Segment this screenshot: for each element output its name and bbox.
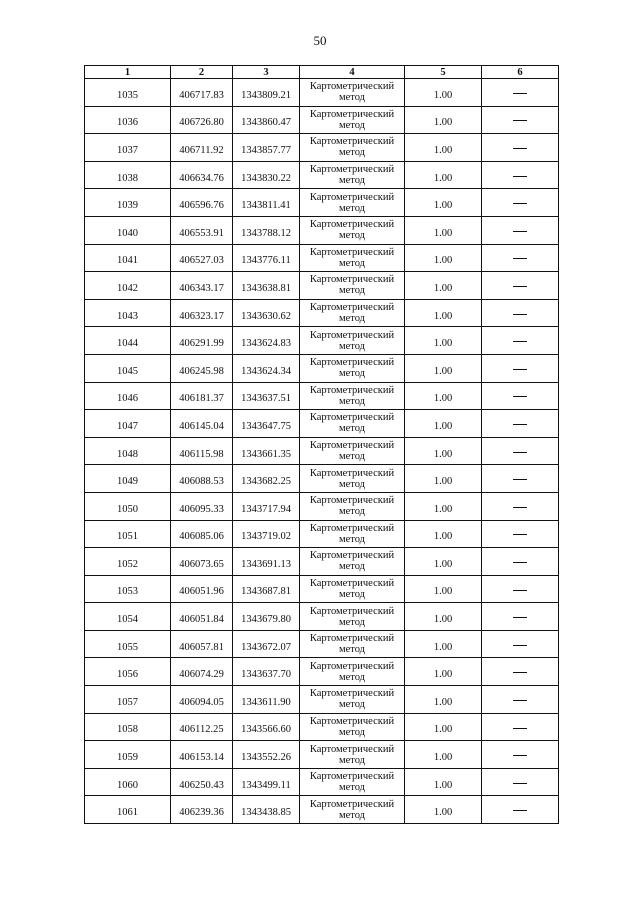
table-row xyxy=(85,134,559,162)
cell-method: Картометрический метод xyxy=(300,272,405,300)
dash-mark xyxy=(513,424,527,425)
header-col-6: 6 xyxy=(482,66,559,79)
cell-accuracy: 1.00 xyxy=(405,520,482,548)
cell-point-number: 1048 xyxy=(85,437,171,465)
cell-method: Картометрический метод xyxy=(300,465,405,493)
cell-accuracy: 1.00 xyxy=(405,465,482,493)
dash-mark xyxy=(513,479,527,480)
table-row xyxy=(85,741,559,769)
dash-mark xyxy=(513,176,527,177)
cell-x-coordinate: 406239.36 xyxy=(171,796,233,824)
cell-point-number: 1056 xyxy=(85,658,171,686)
cell-y-coordinate: 1343438.85 xyxy=(233,796,300,824)
cell-x-coordinate: 406596.76 xyxy=(171,189,233,217)
cell-description xyxy=(482,354,559,382)
cell-point-number: 1036 xyxy=(85,106,171,134)
cell-x-coordinate: 406634.76 xyxy=(171,161,233,189)
cell-description xyxy=(482,575,559,603)
cell-point-number: 1058 xyxy=(85,713,171,741)
cell-accuracy: 1.00 xyxy=(405,410,482,438)
header-col-5: 5 xyxy=(405,66,482,79)
cell-description xyxy=(482,741,559,769)
coordinates-table xyxy=(84,65,559,824)
cell-accuracy: 1.00 xyxy=(405,161,482,189)
dash-mark xyxy=(513,341,527,342)
header-col-1: 1 xyxy=(85,66,171,79)
header-col-2: 2 xyxy=(171,66,233,79)
table-row xyxy=(85,382,559,410)
cell-description xyxy=(482,410,559,438)
cell-y-coordinate: 1343552.26 xyxy=(233,741,300,769)
cell-point-number: 1042 xyxy=(85,272,171,300)
dash-mark xyxy=(513,562,527,563)
cell-point-number: 1054 xyxy=(85,603,171,631)
table-header-row xyxy=(85,66,559,79)
cell-method: Картометрический метод xyxy=(300,548,405,576)
cell-accuracy: 1.00 xyxy=(405,575,482,603)
cell-method: Картометрический метод xyxy=(300,189,405,217)
table-row xyxy=(85,106,559,134)
cell-description xyxy=(482,327,559,355)
table-row xyxy=(85,465,559,493)
cell-x-coordinate: 406115.98 xyxy=(171,437,233,465)
cell-x-coordinate: 406181.37 xyxy=(171,382,233,410)
table-row xyxy=(85,189,559,217)
cell-y-coordinate: 1343611.90 xyxy=(233,686,300,714)
cell-y-coordinate: 1343637.70 xyxy=(233,658,300,686)
table-row xyxy=(85,796,559,824)
cell-description xyxy=(482,686,559,714)
cell-description xyxy=(482,548,559,576)
cell-x-coordinate: 406051.84 xyxy=(171,603,233,631)
dash-mark xyxy=(513,783,527,784)
cell-x-coordinate: 406095.33 xyxy=(171,492,233,520)
cell-accuracy: 1.00 xyxy=(405,741,482,769)
table-row xyxy=(85,575,559,603)
dash-mark xyxy=(513,120,527,121)
dash-mark xyxy=(513,617,527,618)
cell-point-number: 1038 xyxy=(85,161,171,189)
cell-x-coordinate: 406057.81 xyxy=(171,630,233,658)
cell-x-coordinate: 406323.17 xyxy=(171,299,233,327)
cell-method: Картометрический метод xyxy=(300,630,405,658)
dash-mark xyxy=(513,203,527,204)
dash-mark xyxy=(513,645,527,646)
cell-description xyxy=(482,106,559,134)
cell-point-number: 1035 xyxy=(85,79,171,107)
cell-method: Картометрический метод xyxy=(300,134,405,162)
cell-x-coordinate: 406245.98 xyxy=(171,354,233,382)
cell-accuracy: 1.00 xyxy=(405,713,482,741)
cell-x-coordinate: 406553.91 xyxy=(171,216,233,244)
cell-point-number: 1039 xyxy=(85,189,171,217)
cell-x-coordinate: 406051.96 xyxy=(171,575,233,603)
cell-accuracy: 1.00 xyxy=(405,216,482,244)
cell-description xyxy=(482,272,559,300)
table-row xyxy=(85,630,559,658)
cell-description xyxy=(482,382,559,410)
cell-description xyxy=(482,768,559,796)
cell-method: Картометрический метод xyxy=(300,437,405,465)
dash-mark xyxy=(513,148,527,149)
cell-y-coordinate: 1343630.62 xyxy=(233,299,300,327)
cell-description xyxy=(482,658,559,686)
table-row xyxy=(85,492,559,520)
table-row xyxy=(85,272,559,300)
cell-method: Картометрический метод xyxy=(300,382,405,410)
cell-point-number: 1049 xyxy=(85,465,171,493)
cell-accuracy: 1.00 xyxy=(405,630,482,658)
cell-method: Картометрический метод xyxy=(300,796,405,824)
table-row xyxy=(85,244,559,272)
dash-mark xyxy=(513,93,527,94)
cell-accuracy: 1.00 xyxy=(405,382,482,410)
cell-description xyxy=(482,79,559,107)
cell-y-coordinate: 1343647.75 xyxy=(233,410,300,438)
cell-y-coordinate: 1343776.11 xyxy=(233,244,300,272)
cell-method: Картометрический метод xyxy=(300,741,405,769)
cell-accuracy: 1.00 xyxy=(405,244,482,272)
cell-accuracy: 1.00 xyxy=(405,768,482,796)
dash-mark xyxy=(513,755,527,756)
cell-y-coordinate: 1343717.94 xyxy=(233,492,300,520)
cell-point-number: 1045 xyxy=(85,354,171,382)
cell-description xyxy=(482,134,559,162)
dash-mark xyxy=(513,314,527,315)
cell-method: Картометрический метод xyxy=(300,216,405,244)
cell-method: Картометрический метод xyxy=(300,520,405,548)
cell-description xyxy=(482,465,559,493)
cell-y-coordinate: 1343624.83 xyxy=(233,327,300,355)
cell-point-number: 1060 xyxy=(85,768,171,796)
table-row xyxy=(85,548,559,576)
cell-accuracy: 1.00 xyxy=(405,106,482,134)
cell-method: Картометрический метод xyxy=(300,161,405,189)
cell-y-coordinate: 1343499.11 xyxy=(233,768,300,796)
dash-mark xyxy=(513,728,527,729)
cell-y-coordinate: 1343637.51 xyxy=(233,382,300,410)
cell-x-coordinate: 406153.14 xyxy=(171,741,233,769)
cell-y-coordinate: 1343672.07 xyxy=(233,630,300,658)
cell-description xyxy=(482,520,559,548)
cell-accuracy: 1.00 xyxy=(405,134,482,162)
cell-accuracy: 1.00 xyxy=(405,189,482,217)
cell-point-number: 1057 xyxy=(85,686,171,714)
table-row xyxy=(85,658,559,686)
cell-x-coordinate: 406527.03 xyxy=(171,244,233,272)
cell-point-number: 1053 xyxy=(85,575,171,603)
cell-x-coordinate: 406717.83 xyxy=(171,79,233,107)
page-number: 50 xyxy=(313,33,327,48)
cell-method: Картометрический метод xyxy=(300,327,405,355)
table-row xyxy=(85,327,559,355)
cell-point-number: 1055 xyxy=(85,630,171,658)
cell-y-coordinate: 1343679.80 xyxy=(233,603,300,631)
dash-mark xyxy=(513,369,527,370)
cell-accuracy: 1.00 xyxy=(405,658,482,686)
dash-mark xyxy=(513,700,527,701)
cell-point-number: 1046 xyxy=(85,382,171,410)
cell-method: Картометрический метод xyxy=(300,492,405,520)
dash-mark xyxy=(513,810,527,811)
cell-method: Картометрический метод xyxy=(300,299,405,327)
cell-x-coordinate: 406073.65 xyxy=(171,548,233,576)
header-col-4: 4 xyxy=(300,66,405,79)
cell-x-coordinate: 406088.53 xyxy=(171,465,233,493)
dash-mark xyxy=(513,286,527,287)
dash-mark xyxy=(513,507,527,508)
cell-point-number: 1061 xyxy=(85,796,171,824)
cell-method: Картометрический метод xyxy=(300,686,405,714)
cell-description xyxy=(482,796,559,824)
cell-method: Картометрический метод xyxy=(300,106,405,134)
cell-accuracy: 1.00 xyxy=(405,79,482,107)
table-row xyxy=(85,79,559,107)
cell-method: Картометрический метод xyxy=(300,575,405,603)
table-row xyxy=(85,768,559,796)
cell-method: Картометрический метод xyxy=(300,603,405,631)
cell-description xyxy=(482,713,559,741)
table-row xyxy=(85,216,559,244)
table-row xyxy=(85,161,559,189)
table-row xyxy=(85,686,559,714)
cell-y-coordinate: 1343624.34 xyxy=(233,354,300,382)
cell-y-coordinate: 1343687.81 xyxy=(233,575,300,603)
cell-y-coordinate: 1343811.41 xyxy=(233,189,300,217)
cell-y-coordinate: 1343682.25 xyxy=(233,465,300,493)
cell-y-coordinate: 1343661.35 xyxy=(233,437,300,465)
cell-accuracy: 1.00 xyxy=(405,796,482,824)
cell-point-number: 1037 xyxy=(85,134,171,162)
cell-x-coordinate: 406291.99 xyxy=(171,327,233,355)
cell-point-number: 1052 xyxy=(85,548,171,576)
cell-x-coordinate: 406145.04 xyxy=(171,410,233,438)
cell-y-coordinate: 1343830.22 xyxy=(233,161,300,189)
table-row xyxy=(85,603,559,631)
cell-point-number: 1043 xyxy=(85,299,171,327)
dash-mark xyxy=(513,231,527,232)
header-col-3: 3 xyxy=(233,66,300,79)
dash-mark xyxy=(513,590,527,591)
cell-y-coordinate: 1343860.47 xyxy=(233,106,300,134)
cell-method: Картометрический метод xyxy=(300,658,405,686)
cell-accuracy: 1.00 xyxy=(405,327,482,355)
cell-point-number: 1041 xyxy=(85,244,171,272)
cell-description xyxy=(482,189,559,217)
cell-x-coordinate: 406074.29 xyxy=(171,658,233,686)
cell-description xyxy=(482,603,559,631)
cell-point-number: 1047 xyxy=(85,410,171,438)
cell-description xyxy=(482,216,559,244)
cell-method: Картометрический метод xyxy=(300,410,405,438)
cell-method: Картометрический метод xyxy=(300,79,405,107)
cell-accuracy: 1.00 xyxy=(405,354,482,382)
cell-accuracy: 1.00 xyxy=(405,686,482,714)
cell-y-coordinate: 1343691.13 xyxy=(233,548,300,576)
table-row xyxy=(85,410,559,438)
cell-description xyxy=(482,630,559,658)
cell-y-coordinate: 1343566.60 xyxy=(233,713,300,741)
cell-accuracy: 1.00 xyxy=(405,299,482,327)
cell-method: Картометрический метод xyxy=(300,768,405,796)
cell-accuracy: 1.00 xyxy=(405,272,482,300)
cell-method: Картометрический метод xyxy=(300,713,405,741)
cell-x-coordinate: 406711.92 xyxy=(171,134,233,162)
cell-x-coordinate: 406343.17 xyxy=(171,272,233,300)
cell-description xyxy=(482,437,559,465)
cell-x-coordinate: 406094.05 xyxy=(171,686,233,714)
cell-y-coordinate: 1343809.21 xyxy=(233,79,300,107)
table-row xyxy=(85,713,559,741)
cell-accuracy: 1.00 xyxy=(405,492,482,520)
cell-description xyxy=(482,492,559,520)
cell-accuracy: 1.00 xyxy=(405,548,482,576)
table-row xyxy=(85,437,559,465)
table-row xyxy=(85,520,559,548)
dash-mark xyxy=(513,258,527,259)
cell-y-coordinate: 1343857.77 xyxy=(233,134,300,162)
cell-x-coordinate: 406112.25 xyxy=(171,713,233,741)
cell-x-coordinate: 406085.06 xyxy=(171,520,233,548)
dash-mark xyxy=(513,672,527,673)
cell-point-number: 1059 xyxy=(85,741,171,769)
cell-description xyxy=(482,299,559,327)
table-row xyxy=(85,354,559,382)
cell-accuracy: 1.00 xyxy=(405,437,482,465)
dash-mark xyxy=(513,452,527,453)
cell-y-coordinate: 1343788.12 xyxy=(233,216,300,244)
cell-method: Картометрический метод xyxy=(300,244,405,272)
cell-accuracy: 1.00 xyxy=(405,603,482,631)
cell-y-coordinate: 1343719.02 xyxy=(233,520,300,548)
cell-y-coordinate: 1343638.81 xyxy=(233,272,300,300)
cell-method: Картометрический метод xyxy=(300,354,405,382)
cell-point-number: 1040 xyxy=(85,216,171,244)
cell-description xyxy=(482,244,559,272)
cell-point-number: 1051 xyxy=(85,520,171,548)
table-row xyxy=(85,299,559,327)
cell-point-number: 1044 xyxy=(85,327,171,355)
cell-x-coordinate: 406250.43 xyxy=(171,768,233,796)
dash-mark xyxy=(513,534,527,535)
cell-point-number: 1050 xyxy=(85,492,171,520)
dash-mark xyxy=(513,396,527,397)
cell-description xyxy=(482,161,559,189)
cell-x-coordinate: 406726.80 xyxy=(171,106,233,134)
